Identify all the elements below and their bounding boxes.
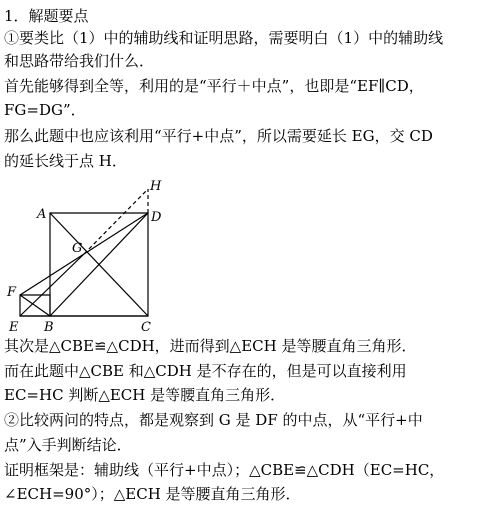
text-line-7: 的延长线于点 H． [4, 152, 127, 170]
text-line-14: ∠ECH=90°）；△ECH 是等腰直角三角形． [4, 485, 301, 503]
text-line-2: ①要类比（1）中的辅助线和证明思路，需要明白（1）中的辅助线 [4, 29, 444, 47]
text-line-12: 点”入手判断结论． [4, 436, 132, 454]
label-g: G [72, 241, 83, 256]
text-line-13: 证明框架是：辅助线（平行+中点）；△CBE≌△CDH（EC=HC， [4, 461, 445, 479]
text-line-3: 和思路带给我们什么． [4, 52, 155, 70]
text-line-8: 其次是△CBE≌△CDH，进而得到△ECH 是等腰直角三角形． [4, 337, 417, 355]
label-c: C [141, 320, 151, 335]
text-line-10: EC=HC 判断△ECH 是等腰直角三角形． [4, 386, 286, 404]
text-line-5: FG=DG”． [4, 101, 86, 119]
label-b: B [44, 320, 54, 335]
heading-line: 1．解题要点 [4, 7, 89, 25]
text-line-6: 那么此题中也应该利用“平行+中点”，所以需要延长 EG，交 CD [4, 127, 433, 145]
label-f: F [7, 285, 17, 300]
label-e: E [9, 320, 19, 335]
label-h: H [150, 179, 162, 194]
segment-eg [20, 254, 84, 316]
text-line-11: ②比较两问的特点，都是观察到 G 是 DF 的中点，从“平行+中 [4, 411, 423, 429]
segment-gh-dashed [84, 189, 148, 254]
text-line-9: 而在此题中△CBE 和△CDH 是不存在的，但是可以直接利用 [4, 362, 407, 380]
label-a: A [37, 207, 47, 222]
segment-fb [20, 295, 50, 316]
label-d: D [151, 210, 162, 225]
text-line-4: 首先能够得到全等，利用的是“平行＋中点”，也即是“EF∥CD， [4, 77, 424, 95]
